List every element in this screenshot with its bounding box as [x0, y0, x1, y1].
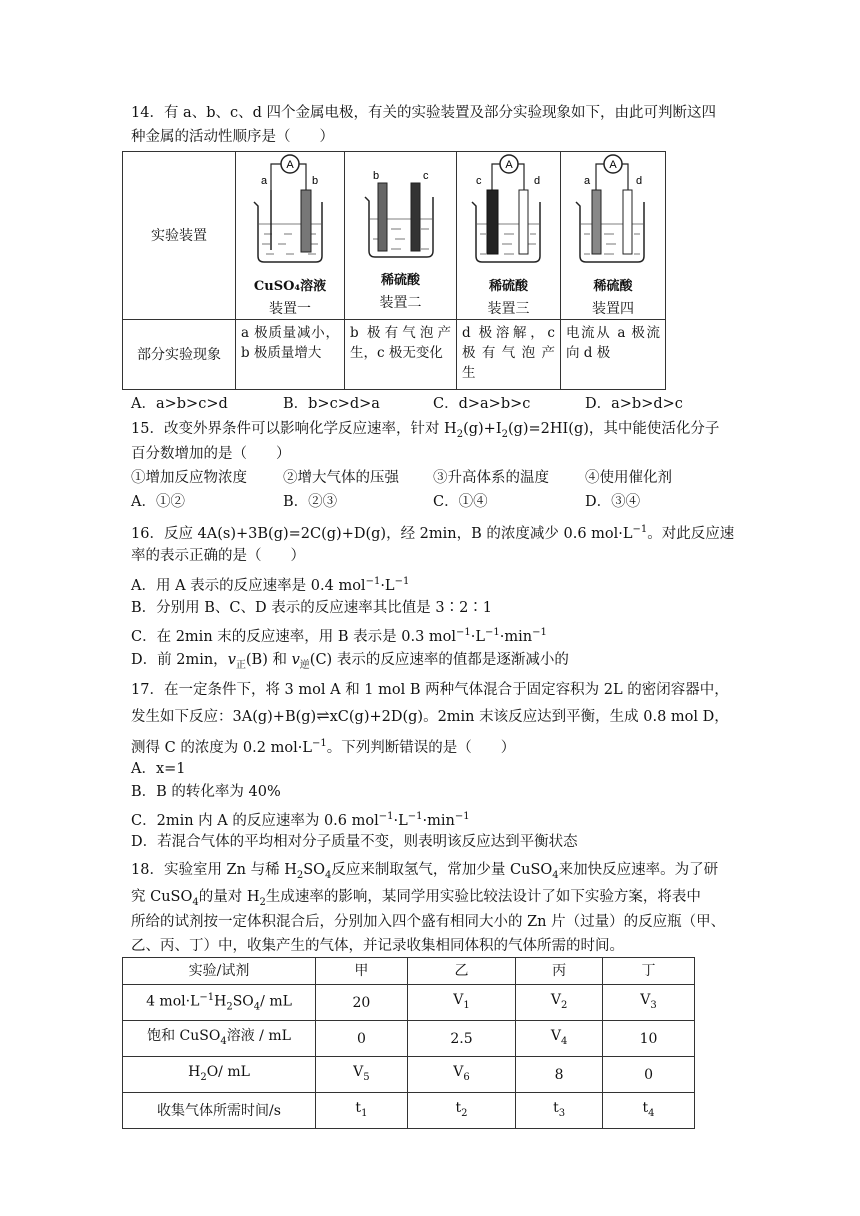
- beaker-diagram-1: [244, 152, 336, 277]
- svg-text:A: A: [286, 159, 294, 171]
- q16-option-c: C．在 2min 末的反应速率，用 B 表示是 0.3 $mol^{-1}\cdot L^{-1}\cdot\min^{-1}$: [131, 627, 547, 645]
- header-bing: 丙: [516, 958, 603, 985]
- svg-text:c: c: [422, 169, 428, 182]
- device-cell-4: [561, 152, 666, 320]
- row-header-devices: 实验装置: [123, 152, 236, 320]
- row-label-water: $H_2O/$ mL: [123, 1057, 316, 1093]
- q16-stem-line2: 率的表示正确的是（ ）: [131, 548, 305, 564]
- device-cell-2: [345, 152, 457, 320]
- q16-stem-line1: 16．反应 4A(s)+3B(g)=2C(g)+D(g)，经 2min，B 的浓度减少 0.6 $mol\cdot L^{-1}$。对此反应速: [131, 524, 735, 542]
- q17-stem-line3: 测得 C 的浓度为 0.2 $mol\cdot L^{-1}$。下列判断错误的是（ ）: [131, 738, 516, 756]
- q15-option-d: D．③④: [585, 494, 641, 510]
- row-label-time: 收集气体所需时间/s: [123, 1093, 316, 1129]
- beaker-diagram-2: [355, 159, 447, 271]
- q17-stem-line1: 17．在一定条件下，将 3 mol A 和 1 mol B 两种气体混合于固定容积为 2L 的密闭容器中，: [131, 682, 729, 698]
- q15-choice-3: ③升高体系的温度: [433, 470, 549, 486]
- q14-option-a: A．a>b>c>d: [131, 396, 228, 412]
- beaker-diagram-4: [568, 152, 658, 277]
- svg-text:a: a: [261, 175, 268, 187]
- device-solution-3: 稀硫酸: [488, 279, 528, 294]
- device-solution-2: 稀硫酸: [380, 272, 420, 288]
- q16-option-a: A．用 A 表示的反应速率是 0.4 $mol^{-1}\cdot L^{-1}$: [131, 576, 410, 594]
- header-reagent: 实验/试剂: [123, 958, 316, 985]
- q14-stem-line2: 种金属的活动性顺序是（ ）: [131, 129, 334, 145]
- q15-stem-line2: 百分数增加的是（ ）: [131, 446, 291, 462]
- cell: $t_4$: [603, 1093, 695, 1129]
- cell: $V_3$: [603, 985, 695, 1021]
- q15-stem-line1: 15．改变外界条件可以影响化学反应速率，针对 $H_2(g)+I_2(g)=2HI(g)$，其中能使活化分子: [131, 421, 720, 440]
- q15-option-b: B．②③: [283, 494, 338, 510]
- cell: $t_2$: [407, 1093, 515, 1129]
- svg-text:d: d: [636, 175, 643, 187]
- q15-choice-4: ④使用催化剂: [585, 470, 672, 486]
- q16-option-d: D．前 2min，$v_正(B)$ 和 $v_逆(C)$ 表示的反应速率的值都是逐渐减小的: [131, 652, 569, 671]
- q14-option-b: B．b>c>d>a: [283, 396, 380, 412]
- q17-option-b: B．B 的转化率为 40%: [131, 784, 281, 800]
- device-cell-1: [236, 152, 345, 320]
- q18-line1: 18．实验室用 Zn 与稀 $H_2SO_4$反应来制取氢气，常加少量 CuSO$_4$来加快反应速率。为了研: [131, 862, 719, 881]
- q14-option-d: D．a>b>d>c: [585, 396, 683, 412]
- observation-2: b 极有气泡产 生，c 极无变化: [345, 320, 457, 390]
- svg-text:A: A: [609, 159, 617, 171]
- observation-3: d 极溶解，c 极有气泡产 生: [457, 320, 561, 390]
- cell: 20: [316, 985, 408, 1021]
- observation-1: a 极质量减小， b 极质量增大: [236, 320, 345, 390]
- device-caption-1: 装置一: [269, 301, 311, 317]
- cell: $V_6$: [407, 1057, 515, 1093]
- q15-option-a: A．①②: [131, 494, 185, 510]
- cell: $V_2$: [516, 985, 603, 1021]
- cell: $V_5$: [316, 1057, 408, 1093]
- svg-text:A: A: [504, 159, 513, 171]
- device-caption-4: 装置四: [592, 301, 634, 317]
- q18-reagent-table: [122, 957, 695, 1129]
- q15-option-c: C．①④: [433, 494, 488, 510]
- cell: 2.5: [407, 1021, 515, 1057]
- q17-option-c: C．2min 内 A 的反应速率为 0.6 $mol^{-1}\cdot L^{-1}\cdot\min^{-1}$: [131, 811, 470, 829]
- svg-text:d: d: [533, 175, 540, 187]
- cell: $t_3$: [516, 1093, 603, 1129]
- observation-4: 电流从 a 极流 向 d 极: [561, 320, 666, 390]
- cell: 10: [603, 1021, 695, 1057]
- device-solution-4: 稀硫酸: [593, 279, 633, 294]
- q18-line4: 乙、丙、丁）中，收集产生的气体，并记录收集相同体积的气体所需的时间。: [131, 938, 624, 954]
- device-caption-3: 装置三: [487, 301, 530, 317]
- q17-option-d: D．若混合气体的平均相对分子质量不变，则表明该反应达到平衡状态: [131, 834, 578, 850]
- q18-line3: 所给的试剂按一定体积混合后，分别加入四个盛有相同大小的 Zn 片（过量）的反应瓶（甲、: [131, 914, 726, 930]
- header-jia: 甲: [316, 958, 408, 985]
- q15-choice-1: ①增加反应物浓度: [131, 470, 247, 486]
- cell: $V_1$: [407, 985, 515, 1021]
- q14-option-c: C．d>a>b>c: [433, 396, 531, 412]
- cell: $V_4$: [516, 1021, 603, 1057]
- svg-text:a: a: [584, 175, 591, 187]
- cell: 0: [316, 1021, 408, 1057]
- q17-option-a: A．x=1: [131, 761, 186, 777]
- cell: 0: [603, 1057, 695, 1093]
- device-caption-2: 装置二: [379, 294, 422, 311]
- header-yi: 乙: [407, 958, 515, 985]
- device-solution-1: CuSO₄溶液: [253, 279, 327, 294]
- row-header-observations: 部分实验现象: [123, 320, 236, 390]
- q18-line2: 究 CuSO$_4$的量对 $H_2$生成速率的影响，某同学用实验比较法设计了如下实验方案，将表中: [131, 889, 701, 908]
- q14-device-table: [122, 151, 666, 390]
- row-label-h2so4: 4 $mol\cdot L^{-1}H_2SO_4/$ mL: [123, 985, 316, 1021]
- svg-text:b: b: [312, 175, 319, 187]
- q16-option-b: B．分别用 B、C、D 表示的反应速率其比值是 3∶2∶1: [131, 600, 493, 616]
- svg-text:c: c: [475, 175, 481, 187]
- q15-choice-2: ②增大气体的压强: [283, 470, 399, 486]
- cell: 8: [516, 1057, 603, 1093]
- row-label-cuso4: 饱和 CuSO$_4$溶液 / mL: [123, 1021, 316, 1057]
- header-ding: 丁: [603, 958, 695, 985]
- device-cell-3: [457, 152, 561, 320]
- q17-stem-line2: 发生如下反应：3A(g)+B(g)⇌xC(g)+2D(g)。2min 末该反应达到平衡，生成 0.8 mol D，: [131, 706, 729, 725]
- cell: $t_1$: [316, 1093, 408, 1129]
- svg-text:b: b: [372, 169, 379, 182]
- beaker-diagram-3: [464, 152, 554, 277]
- q14-stem-line1: 14．有 a、b、c、d 四个金属电极，有关的实验装置及部分实验现象如下，由此可判断这四: [131, 105, 716, 121]
